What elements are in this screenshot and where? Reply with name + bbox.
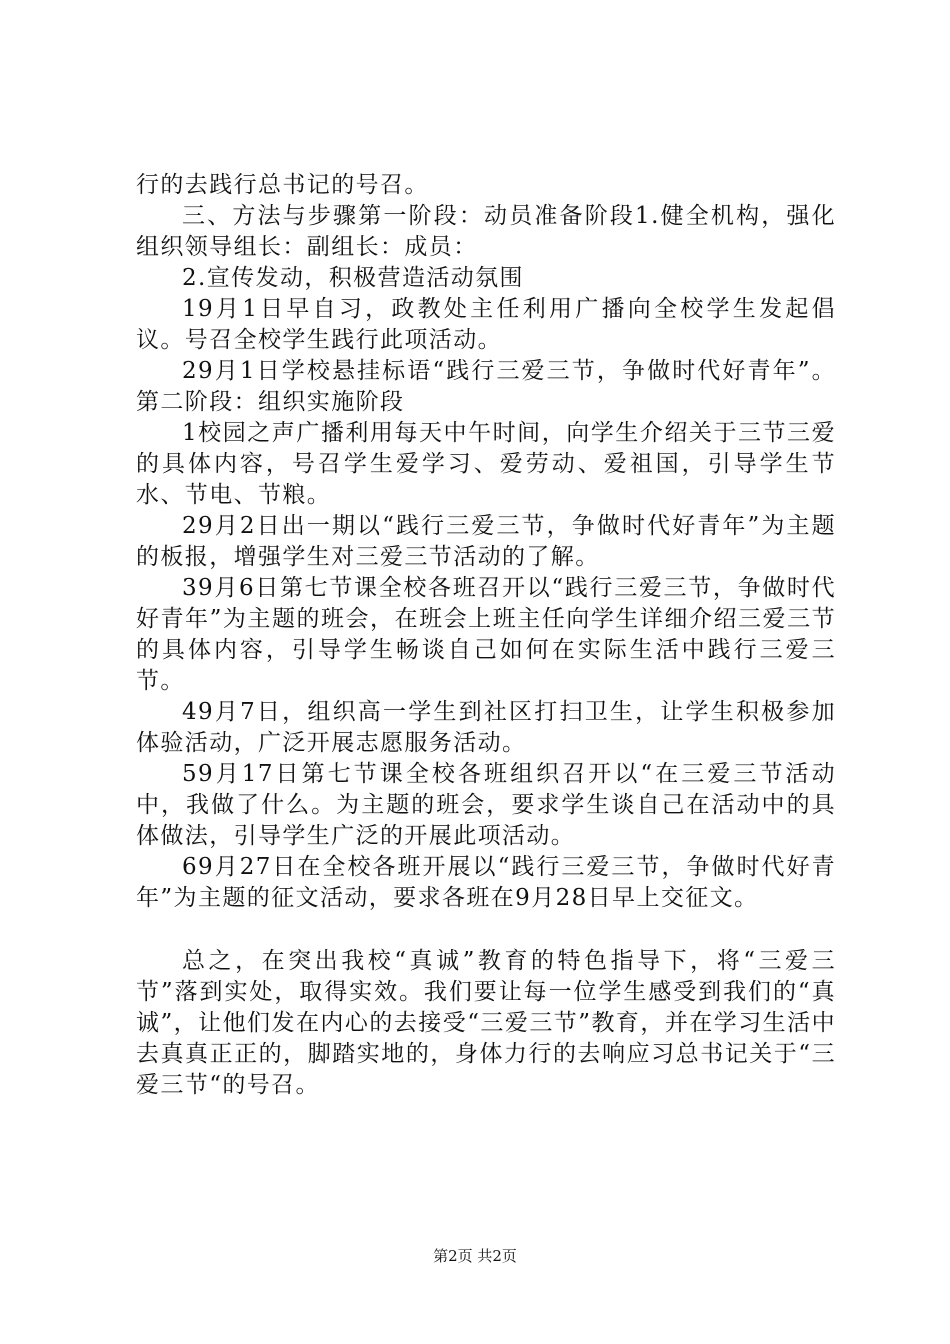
document-body bbox=[136, 170, 836, 1101]
paragraph-step-second-meeting: 59月17日第七节课全校各班组织召开以“在三爱三节活动中，我做了什么。为主题的班会，要求学生谈自己在活动中的具体做法，引导学生广泛的开展此项活动。 bbox=[136, 761, 836, 849]
paragraph-summary: 总之，在突出我校“真诚”教育的特色指导下，将“三爱三节”落到实处，取得实效。我们要让每一位学生感受到我们的“真诚”，让他们发在内心的去接受“三爱三节”教育，并在学习生活中去真真正正的，脚踏实地的，身体力行的去响应习总书记关于“三爱三节“的号召。 bbox=[136, 948, 836, 1098]
paragraph-step-blackboard: 29月2日出一期以“践行三爱三节，争做时代好青年”为主题的板报，增强学生对三爱三节活动的了解。 bbox=[136, 513, 836, 570]
paragraph-spacer bbox=[136, 914, 836, 946]
paragraph-step-class-meeting: 39月6日第七节课全校各班召开以“践行三爱三节，争做时代好青年”为主题的班会，在班会上班主任向学生详细介绍三爱三节的具体内容，引导学生畅谈自己如何在实际生活中践行三爱三节。 bbox=[136, 575, 836, 694]
paragraph-step-slogan: 29月1日学校悬挂标语“践行三爱三节，争做时代好青年”。第二阶段：组织实施阶段 bbox=[136, 358, 836, 415]
paragraph-step-broadcast-initiative: 19月1日早自习，政教处主任利用广播向全校学生发起倡议。号召全校学生践行此项活动。 bbox=[136, 296, 836, 353]
paragraph-step-essay: 69月27日在全校各班开展以“践行三爱三节，争做时代好青年”为主题的征文活动，要求各班在9月28日早上交征文。 bbox=[136, 854, 836, 911]
paragraph-continuation: 行的去践行总书记的号召。 bbox=[136, 172, 429, 198]
paragraph-methods-steps: 三、方法与步骤第一阶段：动员准备阶段1.健全机构，强化组织领导组长：副组长：成员： bbox=[136, 203, 836, 260]
paragraph-step-volunteer: 49月7日，组织高一学生到社区打扫卫生，让学生积极参加体验活动，广泛开展志愿服务活动。 bbox=[136, 699, 836, 756]
page-footer: 第2页 共2页 bbox=[433, 1247, 517, 1265]
paragraph-step-campus-radio: 1校园之声广播利用每天中午时间，向学生介绍关于三节三爱的具体内容，号召学生爱学习、爱劳动、爱祖国，引导学生节水、节电、节粮。 bbox=[136, 420, 836, 508]
paragraph-publicity: 2.宣传发动，积极营造活动氛围 bbox=[182, 265, 524, 291]
